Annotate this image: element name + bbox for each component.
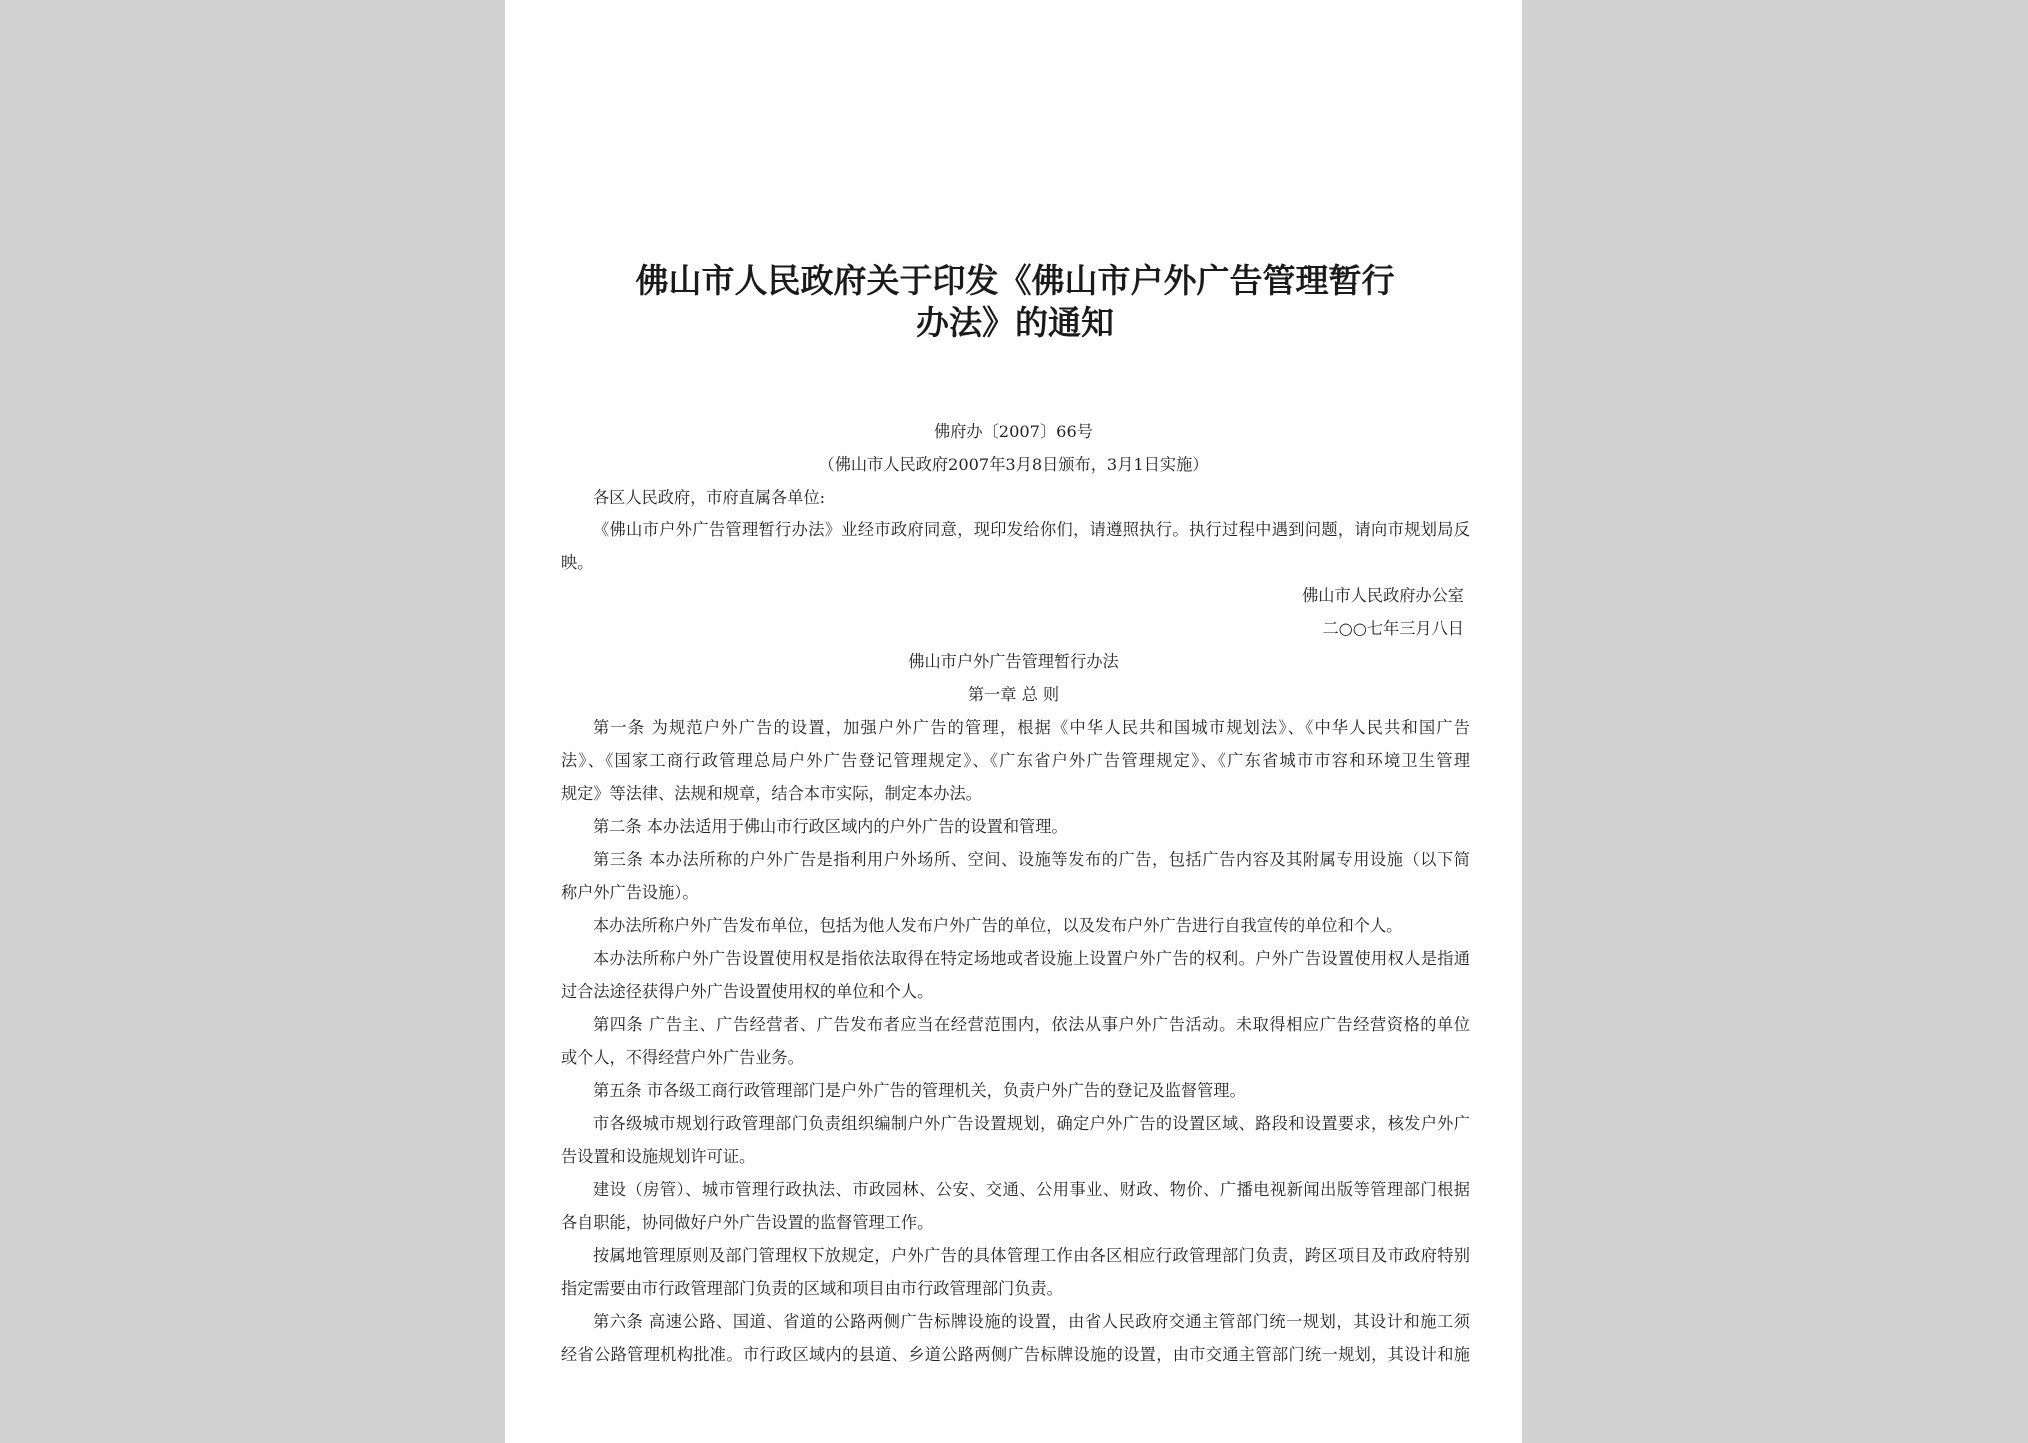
article-3-line-1: 第三条 本办法所称的户外广告是指利用户外场所、空间、设施等发布的广告，包括广告内容及其附属专用设施（以下简	[593, 850, 1470, 869]
title-line-2: 办法》的通知	[916, 303, 1114, 342]
article-5d-line-2: 指定需要由市行政管理部门负责的区域和项目由市行政管理部门负责。	[561, 1279, 1063, 1298]
title-line-1: 佛山市人民政府关于印发《佛山市户外广告管理暂行	[635, 261, 1395, 300]
article-5b-line-2: 告设置和设施规划许可证。	[561, 1147, 756, 1166]
signature-org: 佛山市人民政府办公室	[1302, 586, 1464, 605]
article-6-line-1: 第六条 高速公路、国道、省道的公路两侧广告标牌设施的设置，由省人民政府交通主管部门统一规划，其设计和施工须	[593, 1312, 1470, 1331]
document-page	[505, 0, 1522, 1443]
article-3c-line-1: 本办法所称户外广告设置使用权是指依法取得在特定场地或者设施上设置户外广告的权利。户外广告设置使用权人是指通	[593, 949, 1470, 968]
article-3-line-2: 称户外广告设施）。	[561, 883, 699, 902]
article-3b-line-1: 本办法所称户外广告发布单位，包括为他人发布户外广告的单位，以及发布户外广告进行自我宣传的单位和个人。	[593, 916, 1403, 935]
article-2-line-1: 第二条 本办法适用于佛山市行政区域内的户外广告的设置和管理。	[593, 817, 1068, 836]
article-5-line-1: 第五条 市各级工商行政管理部门是户外广告的管理机关，负责户外广告的登记及监督管理。	[593, 1081, 1246, 1100]
regulation-title: 佛山市户外广告管理暂行办法	[908, 652, 1119, 671]
signature-date: 二○○七年三月八日	[1322, 619, 1464, 638]
issue-note: （佛山市人民政府2007年3月8日颁布，3月1日实施）	[818, 455, 1209, 474]
chapter-title: 第一章 总 则	[967, 685, 1060, 704]
document-number: 佛府办〔2007〕66号	[934, 422, 1093, 441]
article-4-line-1: 第四条 广告主、广告经营者、广告发布者应当在经营范围内，依法从事户外广告活动。未取得相应广告经营资格的单位	[593, 1015, 1470, 1034]
article-1-line-3: 规定》等法律、法规和规章，结合本市实际，制定本办法。	[561, 784, 982, 803]
article-5b-line-1: 市各级城市规划行政管理部门负责组织编制户外广告设置规划，确定户外广告的设置区域、路段和设置要求，核发户外广	[593, 1114, 1470, 1133]
article-5d-line-1: 按属地管理原则及部门管理权下放规定，户外广告的具体管理工作由各区相应行政管理部门负责，跨区项目及市政府特别	[593, 1246, 1470, 1265]
article-5c-line-1: 建设（房管）、城市管理行政执法、市政园林、公安、交通、公用事业、财政、物价、广播电视新闻出版等管理部门根据	[593, 1180, 1470, 1199]
article-4-line-2: 或个人，不得经营户外广告业务。	[561, 1048, 804, 1067]
article-3c-line-2: 过合法途径获得户外广告设置使用权的单位和个人。	[561, 982, 934, 1001]
article-6-line-2: 经省公路管理机构批准。市行政区域内的县道、乡道公路两侧广告标牌设施的设置，由市交通主管部门统一规划，其设计和施	[561, 1345, 1470, 1364]
article-5c-line-2: 各自职能，协同做好户外广告设置的监督管理工作。	[561, 1213, 934, 1232]
document-title	[595, 260, 1435, 344]
notice-line-2: 映。	[561, 553, 594, 572]
article-1-line-1: 第一条 为规范户外广告的设置，加强户外广告的管理，根据《中华人民共和国城市规划法》、《中华人民共和国广告	[593, 718, 1470, 737]
article-1-line-2: 法》、《国家工商行政管理总局户外广告登记管理规定》、《广东省户外广告管理规定》、《广东省城市市容和环境卫生管理	[561, 751, 1470, 770]
salutation: 各区人民政府，市府直属各单位:	[593, 488, 826, 507]
notice-line-1: 《佛山市户外广告管理暂行办法》业经市政府同意，现印发给你们，请遵照执行。执行过程中遇到问题，请向市规划局反	[593, 520, 1470, 539]
